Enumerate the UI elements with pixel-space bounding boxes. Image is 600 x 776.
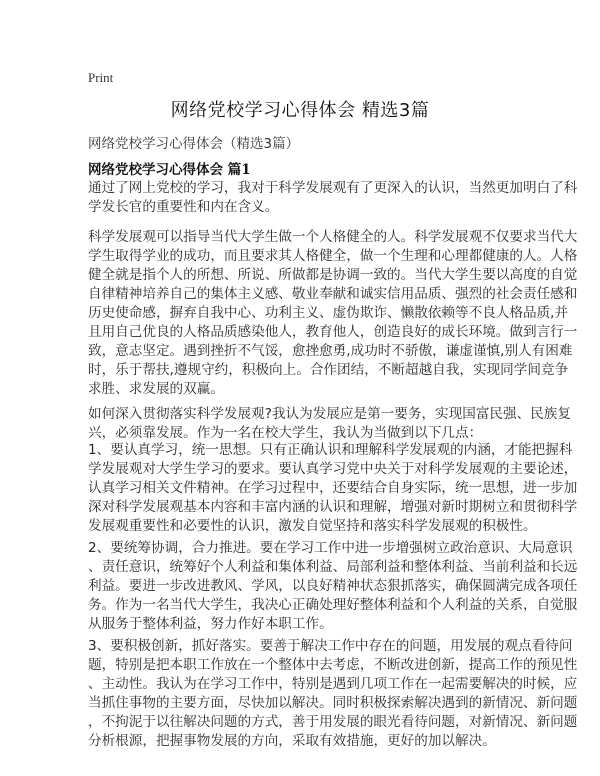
paragraph [88,179,578,217]
paragraph-line: 自律精神培养自己的集体主义感、敬业奉献和诚实信用品质、强烈的社会责任感和 [88,286,578,302]
paragraph [88,539,578,634]
paragraph-line: 2、要统筹协调，合力推进。要在学习工作中进一步增强树立政治意识、大局意识 [88,540,573,556]
paragraph-line: 认真学习相关文件精神。在学习过程中，还要结合自身实际，统一思想，进一步加 [88,480,578,496]
paragraph [88,637,578,751]
document-subtitle: 网络党校学习心得体会（精选3篇） [88,136,300,152]
paragraph-line: 利益。要进一步改进教风、学风，以良好精神状态狠抓落实，确保圆满完成各项任 [88,578,578,594]
paragraph-line: 兴，必须靠发展。作为一名在校大学生，我认为当做到以下几点： [88,425,483,441]
section-heading: 网络党校学习心得体会 篇1 [88,162,251,178]
paragraph-line: 时，乐于帮扶,遵规守约，积极向上。合作团结，不断超越自我，实现同学间竞争 [88,362,569,378]
paragraph-line: 学发展观对大学生学习的要求。要认真学习党中央关于对科学发展观的主要论述， [88,461,578,477]
paragraph-line: 学生取得学业的成功，而且要求其人格健全，做一个生理和心理都健康的人。人格 [88,248,578,264]
paragraph-line: 务。作为一名当代大学生，我决心正确处理好整体利益和个人利益的关系，自觉服 [88,597,578,613]
paragraph-line: 、主动性。我认为在学习工作中，特别是遇到几项工作在一起需要解决的时候，应 [88,676,578,692]
paragraph-line: 如何深入贯彻落实科学发展观?我认为发展应是第一要务，实现国富民强、民族复 [88,406,571,422]
paragraph-line: 通过了网上党校的学习，我对于科学发展观有了更深入的认识，当然更加明白了科 [88,180,578,196]
page-title: 网络党校学习心得体会 精选3篇 [170,100,430,121]
paragraph-line: 1、要认真学习，统一思想。只有正确认识和理解科学发展观的内涵，才能把握科 [88,442,573,458]
paragraph-line: 当抓住事物的主要方面，尽快加以解决。同时积极探索解决遇到的新情况、新问题 [88,695,578,711]
paragraph [88,405,571,443]
print-link[interactable]: Print [88,70,114,85]
paragraph-line: 求胜、求发展的双赢。 [88,381,224,397]
paragraph-line: 且用自己优良的人格品质感染他人，教育他人，创造良好的成长环境。做到言行一 [88,324,578,340]
paragraph-line: 发展观重要性和必要性的认识，激发自觉坚持和落实科学发展观的积极性。 [88,518,537,534]
paragraph-line: 深对科学发展观基本内容和丰富内涵的认识和理解，增强对新时期树立和贯彻科学 [88,499,578,515]
paragraph [88,441,578,536]
paragraph-line: 分析根源，把握事物发展的方向，采取有效措施，更好的加以解决。 [88,733,496,749]
paragraph-line: 、责任意识，统筹好个人利益和集体利益、局部利益和整体利益、当前利益和长远 [88,559,578,575]
paragraph-line: 健全就是指个人的所想、所说、所做都是协调一致的。当代大学生要以高度的自觉 [88,267,578,283]
paragraph-line: 历史使命感，摒弃自我中心、功利主义、虚伪欺诈、懒散依赖等不良人格品质,并 [88,305,569,321]
paragraph-line: 学发长官的重要性和内在含义。 [88,199,279,215]
paragraph-line: 致，意志坚定。遇到挫折不气馁，愈挫愈勇,成功时不骄傲，谦虚谨慎,别人有困难 [88,343,573,359]
paragraph-line: 科学发展观可以指导当代大学生做一个人格健全的人。科学发展观不仅要求当代大 [88,229,578,245]
paragraph [88,228,578,399]
paragraph-line: ，不拘泥于以往解决问题的方式，善于用发展的眼光看待问题，对新情况、新问题 [88,714,578,730]
paragraph-line: 题，特别是把本职工作放在一个整体中去考虑，不断改进创新，提高工作的预见性 [88,657,578,673]
paragraph-line: 3、要积极创新，抓好落实。要善于解决工作中存在的问题，用发展的观点看待问 [88,638,573,654]
paragraph-line: 从服务于整体利益，努力作好本职工作。 [88,616,333,632]
